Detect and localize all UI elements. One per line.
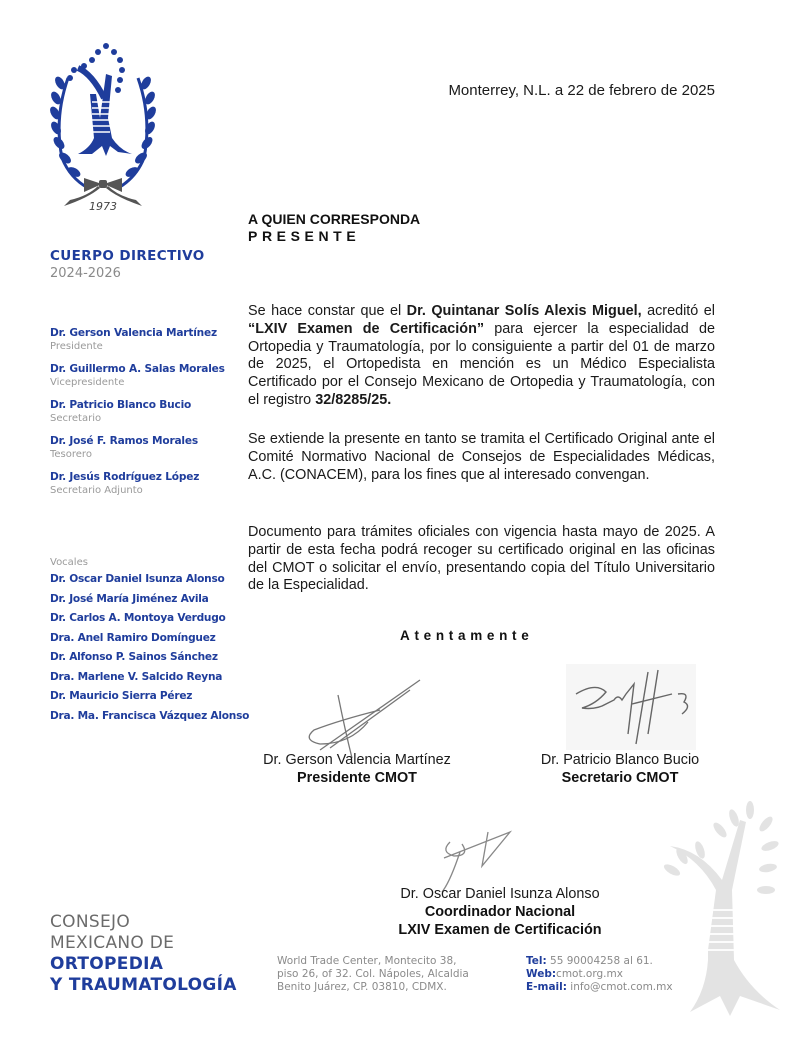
member-name: Dr. José F. Ramos Morales: [50, 435, 198, 447]
vocal-name: Dr. Alfonso P. Sainos Sánchez: [50, 651, 218, 663]
member-name: Dr. Jesús Rodríguez López: [50, 471, 200, 483]
contact-web: [526, 968, 673, 981]
signatory-coordinator: [350, 885, 650, 939]
signatory-president: [248, 751, 466, 787]
web-label: Web:: [526, 968, 557, 980]
board-member: [50, 434, 240, 461]
addressee-line: A QUIEN CORRESPONDA: [248, 211, 421, 227]
vocal-name: Dr. Carlos A. Montoya Verdugo: [50, 612, 226, 624]
paragraph-conacem: Se extiende la presente en tanto se tramita el Certificado Original ante el Comité Normativo Nacional de Consejos de Especialidades Médicas, A.C. (CONACEM), para los fines que al interesado convengan.: [248, 431, 715, 483]
member-role: Presidente: [50, 341, 103, 352]
member-role: Tesorero: [50, 449, 92, 460]
organization-name: [50, 912, 237, 996]
vocales-label: Vocales: [50, 557, 88, 568]
signatory-title-2: LXIV Examen de Certificación: [398, 922, 602, 938]
doctor-name: Dr. Quintanar Solís Alexis Miguel,: [406, 303, 642, 319]
office-address: [277, 955, 469, 994]
vocal-name: Dr. José María Jiménez Avila: [50, 592, 209, 605]
email-label: E-mail:: [526, 981, 567, 993]
signatory-name: Dr. Gerson Valencia Martínez: [263, 752, 451, 768]
email-link[interactable]: info@cmot.com.mx: [566, 981, 673, 993]
paragraph-validity: Documento para trámites oficiales con vigencia hasta mayo de 2025. A partir de esta fecha podrá recoger su certificado original en las oficinas del CMOT o solicitar el envío, presentando copia del Título Universitario de la Especialidad.: [248, 524, 715, 594]
signature-coordinator-icon: [430, 822, 540, 892]
contact-info: [526, 955, 673, 994]
org-line-strong: Y TRAUMATOLOGÍA: [50, 975, 237, 995]
text: para ejercer la especialidad de Ortopedia y Traumatología, por lo consiguiente a partir del 01 de marzo de 2025, el Ortopedista en mención es un Médico Especialista Certificado por el Consejo Mexicano de Ortopedia y Traumatología, con el registro: [248, 320, 715, 408]
closing: Atentamente: [400, 628, 534, 643]
signatory-title: Presidente CMOT: [297, 770, 417, 786]
text: Se hace constar que el: [248, 303, 407, 319]
member-role: Vicepresidente: [50, 377, 125, 388]
org-line: CONSEJO: [50, 912, 130, 932]
tel-value: 55 90004258 al 61.: [546, 955, 653, 967]
signatory-title: Coordinador Nacional: [424, 904, 576, 920]
place-date: Monterrey, N.L. a 22 de febrero de 2025: [448, 82, 715, 99]
member-role: Secretario: [50, 413, 102, 424]
board-member: [50, 398, 240, 425]
org-line-strong: ORTOPEDIA: [50, 954, 164, 974]
board-member: [50, 470, 240, 497]
org-line: MEXICANO DE: [50, 933, 175, 953]
vocal-name: Dra. Anel Ramiro Domínguez: [50, 631, 216, 644]
vocal-name: Dra. Marlene V. Salcido Reyna: [50, 670, 223, 683]
board-member: [50, 326, 240, 353]
contact-tel: [526, 955, 673, 968]
address-line: Benito Juárez, CP. 03810, CDMX.: [277, 981, 447, 993]
signatory-name: Dr. Oscar Daniel Isunza Alonso: [400, 886, 600, 902]
signature-secretary-icon: [566, 664, 696, 750]
svg-text:1973: 1973: [89, 200, 117, 213]
text: acreditó el: [641, 303, 715, 319]
member-name: Dr. Patricio Blanco Bucio: [50, 399, 192, 411]
member-name: Dr. Gerson Valencia Martínez: [50, 327, 217, 339]
address-line: piso 26, of 32. Col. Nápoles, Alcaldia: [277, 968, 469, 980]
vocal-name: Dr. Mauricio Sierra Pérez: [50, 690, 193, 702]
board-title: CUERPO DIRECTIVO: [50, 248, 205, 264]
member-name: Dr. Guillermo A. Salas Morales: [50, 363, 225, 375]
vocal-name: Dra. Ma. Francisca Vázquez Alonso: [50, 709, 250, 722]
address-line: World Trade Center, Montecito 38,: [277, 955, 457, 967]
board-list: [50, 326, 240, 506]
member-role: Secretario Adjunto: [50, 485, 143, 496]
addressee: [248, 211, 420, 245]
vocal-name: Dr. Oscar Daniel Isunza Alonso: [50, 573, 225, 585]
registry-number: 32/8285/25.: [315, 391, 392, 408]
presente-line: PRESENTE: [248, 228, 361, 244]
signatory-title: Secretario CMOT: [561, 770, 679, 786]
board-member: [50, 362, 240, 389]
contact-email: [526, 981, 673, 994]
web-link[interactable]: cmot.org.mx: [556, 968, 623, 980]
signature-president-icon: [300, 670, 440, 760]
board-period: 2024-2026: [50, 266, 121, 281]
vocales-list: [50, 556, 250, 726]
paragraph-certification: [248, 303, 715, 410]
signatory-name: Dr. Patricio Blanco Bucio: [540, 752, 700, 768]
tel-label: Tel:: [526, 955, 547, 967]
cmot-logo-icon: [48, 38, 158, 218]
signatory-secretary: [528, 751, 712, 787]
exam-name: “LXIV Examen de Certificación”: [248, 320, 485, 337]
